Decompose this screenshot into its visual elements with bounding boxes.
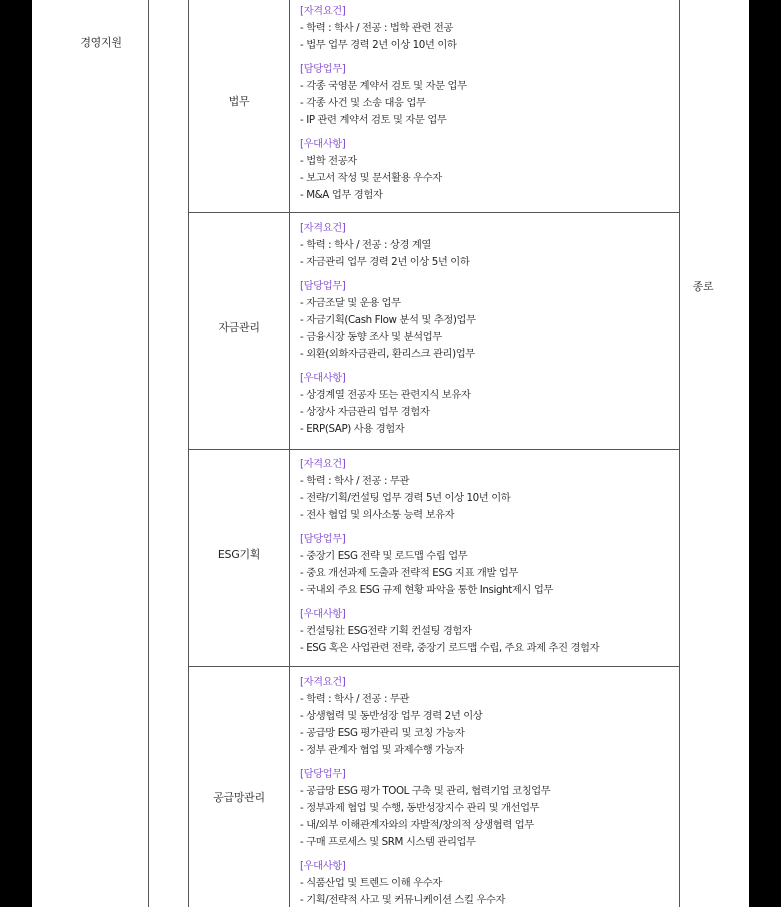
- section-title: [자격요건]: [300, 676, 346, 688]
- job-detail-cell: [300, 220, 680, 438]
- list-item: - 정부과제 협업 및 수행, 동반성장지수 관리 및 개선업무: [300, 802, 540, 814]
- list-item: - 전사 협업 및 의사소통 능력 보유자: [300, 509, 455, 521]
- requirements-section: [300, 220, 680, 271]
- section-title: [자격요건]: [300, 458, 346, 470]
- list-item: - 법무 업무 경력 2년 이상 10년 이하: [300, 39, 457, 51]
- list-item: - 법학 전공자: [300, 155, 357, 167]
- list-item: - 학력 : 학사 / 전공 : 무관: [300, 475, 410, 487]
- list-item: - 금융시장 동향 조사 및 분석업무: [300, 331, 442, 343]
- requirements-section: [300, 3, 680, 54]
- role-label: ESG기획: [217, 548, 261, 561]
- row-divider: [188, 666, 680, 667]
- list-item: - 중요 개선과제 도출과 전략적 ESG 지표 개발 업무: [300, 567, 518, 579]
- list-item: - ERP(SAP) 사용 경험자: [300, 423, 405, 435]
- requirements-section: [300, 456, 680, 524]
- list-item: - 상생협력 및 동반성장 업무 경력 2년 이상: [300, 710, 483, 722]
- preferred-section: [300, 136, 680, 204]
- list-item: - 외환(외화자금관리, 환리스크 관리)업무: [300, 348, 475, 360]
- list-item: - 전략/기획/컨설팅 업무 경력 5년 이상 10년 이하: [300, 492, 511, 504]
- list-item: - 내/외부 이해관계자와의 자발적/창의적 상생협력 업무: [300, 819, 534, 831]
- column-divider: [289, 0, 290, 907]
- preferred-section: [300, 370, 680, 438]
- list-item: - 각종 국영문 계약서 검토 및 자문 업무: [300, 80, 467, 92]
- list-item: - 자금조달 및 운용 업무: [300, 297, 401, 309]
- list-item: - 컨설팅社 ESG전략 기획 컨설팅 경험자: [300, 625, 472, 637]
- column-divider: [188, 0, 189, 907]
- list-item: - 기획/전략적 사고 및 커뮤니케이션 스킬 우수자: [300, 894, 506, 906]
- section-title: [담당업무]: [300, 280, 346, 292]
- list-item: - 정부 관계자 협업 및 과제수행 가능자: [300, 744, 464, 756]
- list-item: - 식품산업 및 트렌드 이해 우수자: [300, 877, 442, 889]
- division-label: 경영지원: [80, 36, 122, 49]
- job-detail-cell: [300, 3, 680, 204]
- section-title: [담당업무]: [300, 533, 346, 545]
- job-detail-cell: [300, 456, 680, 657]
- list-item: - ESG 혹은 사업관련 전략, 중장기 로드맵 수립, 주요 과제 추진 경험자: [300, 642, 600, 654]
- row-divider: [188, 212, 680, 213]
- section-title: [우대사항]: [300, 860, 346, 872]
- list-item: - 자금기획(Cash Flow 분석 및 추정)업무: [300, 314, 476, 326]
- list-item: - 상경계열 전공자 또는 관련지식 보유자: [300, 389, 471, 401]
- list-item: - 국내외 주요 ESG 규제 현황 파악을 통한 Insight제시 업무: [300, 584, 553, 596]
- job-posting-table: [32, 0, 749, 907]
- list-item: - M&A 업무 경험자: [300, 189, 383, 201]
- role-label: 자금관리: [218, 321, 260, 334]
- duties-section: [300, 531, 680, 599]
- row-divider: [188, 449, 680, 450]
- employment-type-label: 종로: [692, 280, 714, 293]
- section-title: [우대사항]: [300, 138, 346, 150]
- section-title: [자격요건]: [300, 5, 346, 17]
- list-item: - 상장사 자금관리 업무 경험자: [300, 406, 430, 418]
- section-title: [우대사항]: [300, 608, 346, 620]
- duties-section: [300, 61, 680, 129]
- preferred-section: [300, 858, 680, 907]
- list-item: - 보고서 작성 및 문서활용 우수자: [300, 172, 442, 184]
- section-title: [담당업무]: [300, 63, 346, 75]
- list-item: - 학력 : 학사 / 전공 : 상경 계열: [300, 239, 431, 251]
- list-item: - 공급망 ESG 평가관리 및 코칭 가능자: [300, 727, 465, 739]
- list-item: - 중장기 ESG 전략 및 로드맵 수립 업무: [300, 550, 468, 562]
- list-item: - 구매 프로세스 및 SRM 시스템 관리업무: [300, 836, 476, 848]
- job-detail-cell: [300, 674, 680, 907]
- section-title: [우대사항]: [300, 372, 346, 384]
- list-item: - 자금관리 업무 경력 2년 이상 5년 이하: [300, 256, 470, 268]
- list-item: - 학력 : 학사 / 전공 : 법학 관련 전공: [300, 22, 453, 34]
- list-item: - IP 관련 계약서 검토 및 자문 업무: [300, 114, 447, 126]
- list-item: - 공급망 ESG 평가 TOOL 구축 및 관리, 협력기업 코칭업무: [300, 785, 551, 797]
- requirements-section: [300, 674, 680, 759]
- section-title: [담당업무]: [300, 768, 346, 780]
- list-item: - 각종 사건 및 소송 대응 업무: [300, 97, 426, 109]
- section-title: [자격요건]: [300, 222, 346, 234]
- role-label: 법무: [228, 95, 250, 108]
- column-divider: [148, 0, 149, 907]
- duties-section: [300, 766, 680, 851]
- list-item: - 학력 : 학사 / 전공 : 무관: [300, 693, 410, 705]
- preferred-section: [300, 606, 680, 657]
- role-label: 공급망관리: [213, 791, 265, 804]
- duties-section: [300, 278, 680, 363]
